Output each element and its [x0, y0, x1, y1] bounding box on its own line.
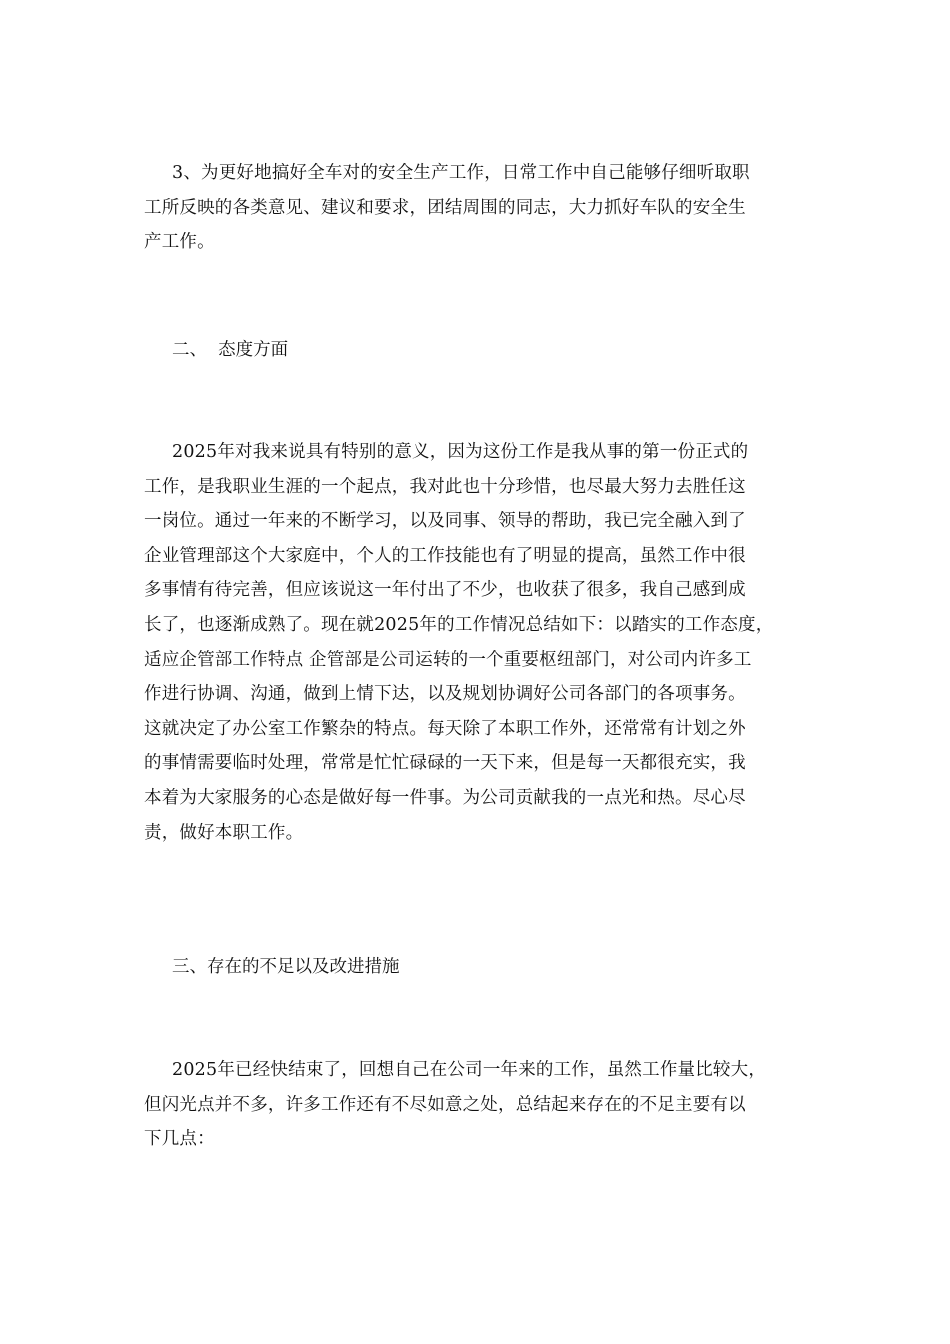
- text-line: 产工作。: [144, 232, 215, 253]
- text-line: 但闪光点并不多，许多工作还有不尽如意之处，总结起来存在的不足主要有以: [144, 1094, 746, 1115]
- paragraph-attitude: [144, 435, 804, 850]
- text-line: 企业管理部这个大家庭中，个人的工作技能也有了明显的提高，虽然工作中很: [144, 545, 746, 566]
- text-line: 作进行协调、沟通，做到上情下达，以及规划协调好公司各部门的各项事务。: [144, 684, 746, 705]
- section-heading-attitude: 二、 态度方面: [172, 340, 289, 360]
- paragraph-shortcomings: [144, 1053, 804, 1157]
- section-heading-shortcomings: 三、存在的不足以及改进措施: [172, 957, 400, 977]
- text-line: 适应企管部工作特点 企管部是公司运转的一个重要枢纽部门，对公司内许多工: [144, 649, 752, 670]
- text-line: 2025年已经快结束了，回想自己在公司一年来的工作，虽然工作量比较大，: [172, 1060, 767, 1080]
- text-line: 本着为大家服务的心态是做好每一件事。为公司贡献我的一点光和热。尽心尽: [144, 787, 746, 808]
- paragraph-safety-work: [144, 156, 804, 260]
- text-line: 下几点：: [144, 1129, 215, 1150]
- text-line: 工所反映的各类意见、建议和要求，团结周围的同志，大力抓好车队的安全生: [144, 197, 746, 218]
- text-line: 一岗位。通过一年来的不断学习，以及同事、领导的帮助，我已完全融入到了: [144, 511, 746, 532]
- text-line: 的事情需要临时处理，常常是忙忙碌碌的一天下来，但是每一天都很充实，我: [144, 753, 746, 774]
- text-line: 长了，也逐渐成熟了。现在就2025年的工作情况总结如下：以踏实的工作态度，: [144, 614, 774, 635]
- text-line: 多事情有待完善，但应该说这一年付出了不少，也收获了很多，我自己感到成: [144, 580, 746, 601]
- text-line: 工作，是我职业生涯的一个起点，我对此也十分珍惜，也尽最大努力去胜任这: [144, 476, 746, 497]
- text-line: 2025年对我来说具有特别的意义，因为这份工作是我从事的第一份正式的: [172, 442, 749, 462]
- text-line: 责，做好本职工作。: [144, 822, 304, 843]
- text-line: 这就决定了办公室工作繁杂的特点。每天除了本职工作外，还常常有计划之外: [144, 718, 746, 739]
- text-line: 3、为更好地搞好全车对的安全生产工作，日常工作中自己能够仔细听取职: [172, 163, 750, 183]
